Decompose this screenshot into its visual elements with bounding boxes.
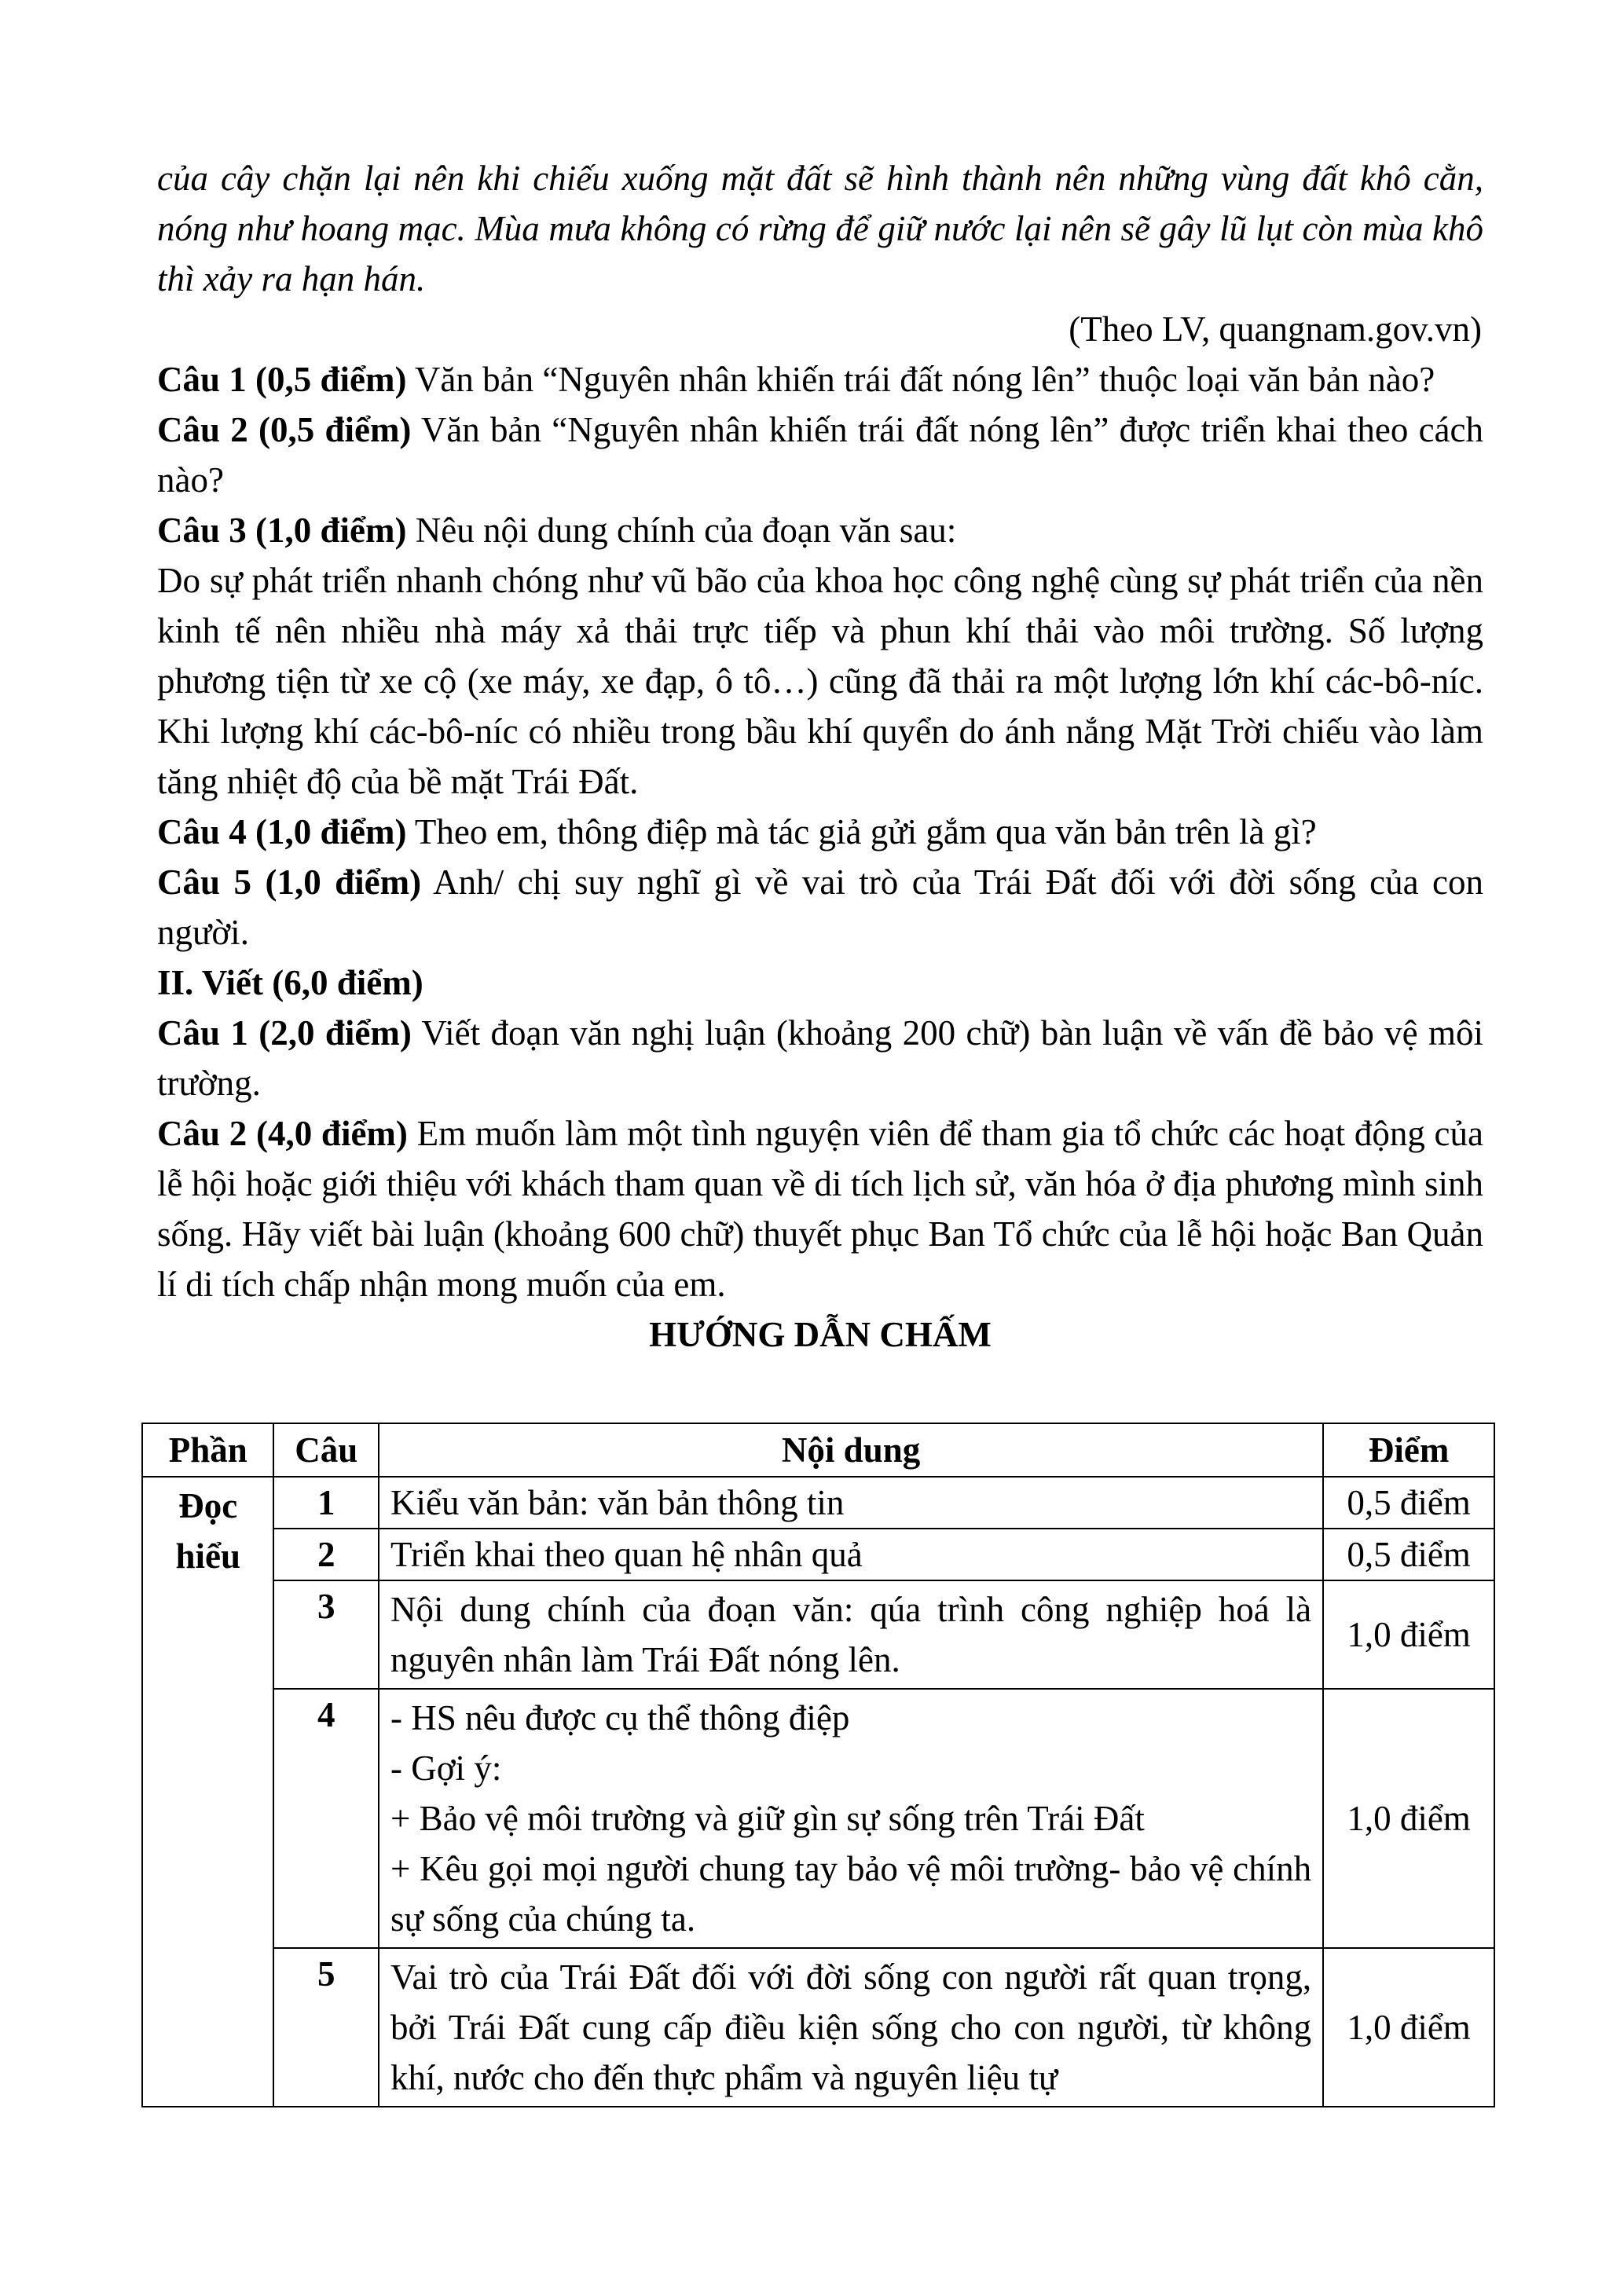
row-noi-dung: Nội dung chính của đoạn văn: qúa trình công nghiệp hoá là nguyên nhân làm Trái Đất nóng lên. — [379, 1580, 1323, 1689]
question-2-text: Văn bản “Nguyên nhân khiến trái đất nóng lên” được triển khai theo cách nào? — [157, 410, 1484, 500]
grading-title: HƯỚNG DẪN CHẤM — [649, 1315, 992, 1354]
content-line: + Kêu gọi mọi người chung tay bảo vệ môi trường- bảo vệ chính sự sống của chúng ta. — [390, 1849, 1312, 1939]
grading-table — [141, 1423, 1495, 2107]
table-row — [142, 1529, 1494, 1580]
question-5 — [157, 857, 1483, 958]
row-diem: 1,0 điểm — [1323, 1948, 1494, 2107]
question-4-text: Theo em, thông điệp mà tác giả gửi gắm qua văn bản trên là gì? — [406, 812, 1317, 851]
question-5-text: Anh/ chị suy nghĩ gì về vai trò của Trái Đất đối với đời sống của con người. — [157, 862, 1484, 952]
section-writing-title: II. Viết (6,0 điểm) — [157, 963, 423, 1002]
header-cau: Câu — [273, 1423, 379, 1477]
row-cau: 5 — [273, 1948, 379, 2107]
source-citation: (Theo LV, quangnam.gov.vn) — [1069, 309, 1482, 349]
quoted-paragraph: Do sự phát triển nhanh chóng như vũ bão của khoa học công nghệ cùng sự phát triển của nền kinh tế nên nhiều nhà máy xả thải trực tiếp và phun khí thải vào môi trường. Số lượng phương tiện từ xe cộ (xe máy, xe đạp, ô tô…) cũng đã thải ra một lượng lớn khí các-bô-níc. Khi lượng khí các-bô-níc có nhiều trong bầu khí quyển do ánh nắng Mặt Trời chiếu vào làm tăng nhiệt độ của bề mặt Trái Đất. — [157, 561, 1483, 801]
table-row — [142, 1580, 1494, 1689]
section-doc-hieu: Đọc hiểu — [142, 1477, 273, 2107]
row-noi-dung: Kiểu văn bản: văn bản thông tin — [379, 1477, 1323, 1529]
row-cau: 4 — [273, 1689, 379, 1948]
question-5-label: Câu 5 (1,0 điểm) — [157, 862, 422, 902]
row-cau: 3 — [273, 1580, 379, 1689]
content-line: - HS nêu được cụ thể thông điệp — [390, 1698, 850, 1738]
question-1-label: Câu 1 (0,5 điểm) — [157, 360, 407, 399]
row-cau: 1 — [273, 1477, 379, 1529]
writing-question-1-label: Câu 1 (2,0 điểm) — [157, 1013, 412, 1053]
question-4 — [157, 807, 1483, 857]
row-diem: 1,0 điểm — [1323, 1689, 1494, 1948]
row-noi-dung: Vai trò của Trái Đất đối với đời sống con người rất quan trọng, bởi Trái Đất cung cấp điều kiện sống cho con người, từ không khí, nước cho đến thực phẩm và nguyên liệu tự — [379, 1948, 1323, 2107]
question-1-text: Văn bản “Nguyên nhân khiến trái đất nóng lên” thuộc loại văn bản nào? — [406, 360, 1435, 399]
table-row — [142, 1948, 1494, 2107]
passage-tail: của cây chặn lại nên khi chiếu xuống mặt đất sẽ hình thành nên những vùng đất khô cằn, nóng như hoang mạc. Mùa mưa không có rừng để giữ nước lại nên sẽ gây lũ lụt còn mùa khô thì xảy ra hạn hán. — [157, 159, 1483, 298]
header-diem: Điểm — [1323, 1423, 1494, 1477]
writing-question-1-text: Viết đoạn văn nghị luận (khoảng 200 chữ) bàn luận về vấn đề bảo vệ môi trường. — [157, 1013, 1484, 1103]
row-diem: 0,5 điểm — [1323, 1529, 1494, 1580]
row-diem: 1,0 điểm — [1323, 1580, 1494, 1689]
table-row — [142, 1689, 1494, 1948]
question-2-label: Câu 2 (0,5 điểm) — [157, 410, 412, 449]
question-3-text: Nêu nội dung chính của đoạn văn sau: — [406, 511, 957, 550]
header-noi-dung: Nội dung — [379, 1423, 1323, 1477]
content-line: + Bảo vệ môi trường và giữ gìn sự sống trên Trái Đất — [390, 1799, 1145, 1838]
writing-question-2-label: Câu 2 (4,0 điểm) — [157, 1114, 408, 1153]
header-phan: Phần — [142, 1423, 273, 1477]
question-1 — [157, 354, 1483, 405]
row-noi-dung-list — [379, 1689, 1323, 1948]
document-page — [157, 153, 1483, 1360]
question-3-label: Câu 3 (1,0 điểm) — [157, 511, 407, 550]
question-2 — [157, 405, 1483, 505]
row-noi-dung: Triển khai theo quan hệ nhân quả — [379, 1529, 1323, 1580]
table-row — [142, 1477, 1494, 1529]
content-line: - Gợi ý: — [390, 1749, 502, 1788]
writing-question-2 — [157, 1108, 1483, 1309]
question-3 — [157, 505, 1483, 555]
writing-question-1 — [157, 1008, 1483, 1108]
question-4-label: Câu 4 (1,0 điểm) — [157, 812, 407, 851]
row-cau: 2 — [273, 1529, 379, 1580]
table-header-row — [142, 1423, 1494, 1477]
writing-question-2-text: Em muốn làm một tình nguyện viên để tham gia tổ chức các hoạt động của lễ hội hoặc giới thiệu với khách tham quan về di tích lịch sử, văn hóa ở địa phương mình sinh sống. Hãy viết bài luận (khoảng 600 chữ) thuyết phục Ban Tổ chức của lễ hội hoặc Ban Quản lí di tích chấp nhận mong muốn của em. — [157, 1114, 1483, 1304]
row-diem: 0,5 điểm — [1323, 1477, 1494, 1529]
